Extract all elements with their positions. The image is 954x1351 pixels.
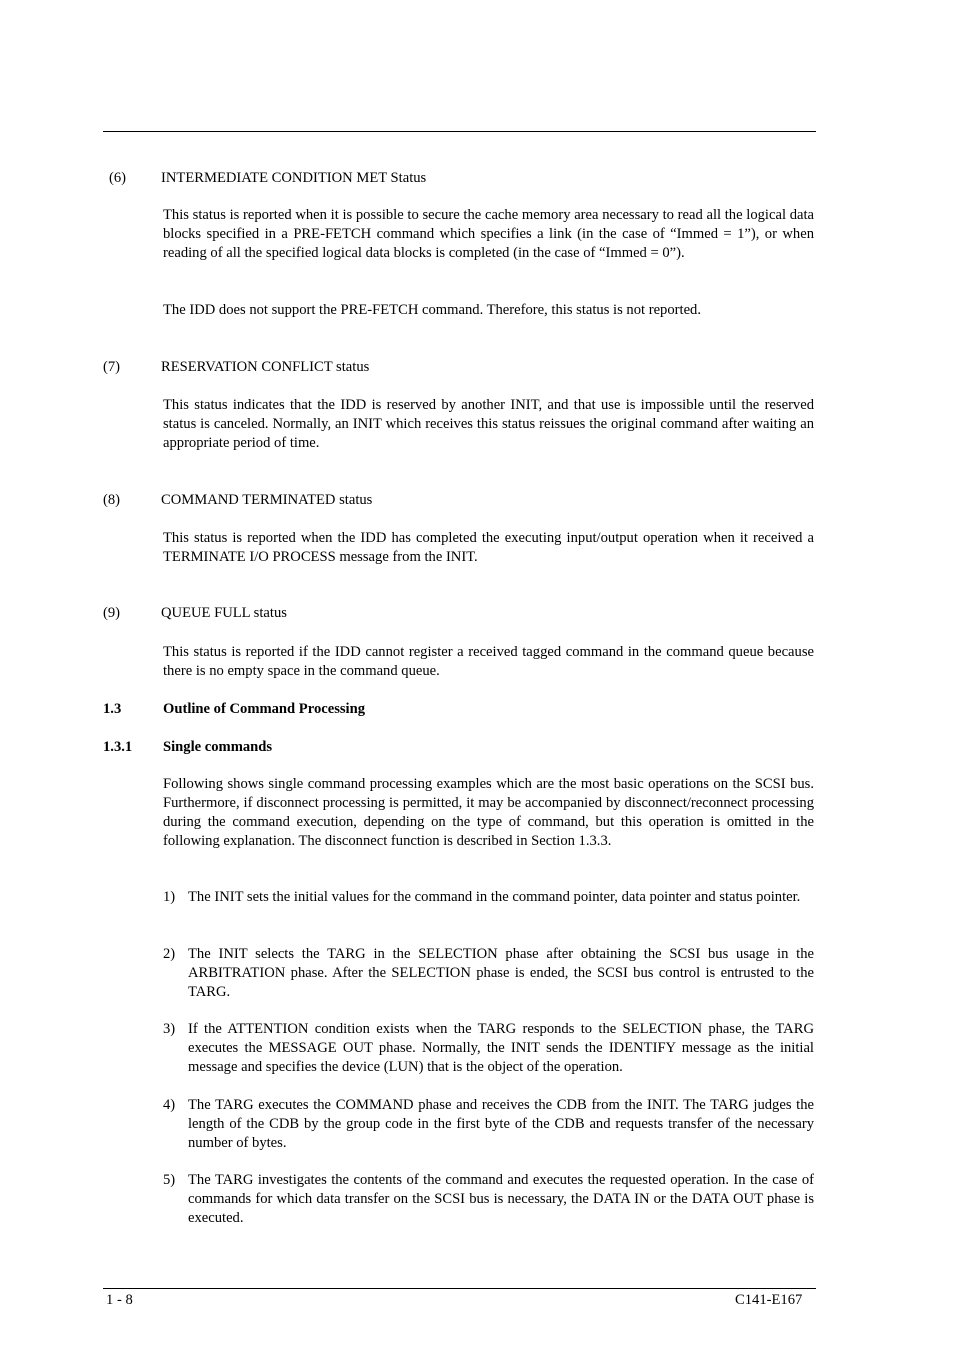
footer-rule <box>103 1288 816 1289</box>
section-title: Outline of Command Processing <box>163 701 366 717</box>
list-item-text: The INIT selects the TARG in the SELECTION phase after obtaining the SCSI bus usage in the ARBITRATION phase. After the SELECTION phase is ended, the SCSI bus control is entrusted to the TARG. <box>188 946 814 1000</box>
section-number: (6) <box>109 170 127 186</box>
section-9-paragraph-1: This status is reported if the IDD cannot register a received tagged command in the command queue because there is no empty space in the command queue. <box>163 644 814 679</box>
list-item-number: 5) <box>163 1172 176 1188</box>
section-title: QUEUE FULL status <box>161 605 287 621</box>
list-item-text: If the ATTENTION condition exists when the TARG responds to the SELECTION phase, the TARG executes the MESSAGE OUT phase. Normally, the INIT sends the IDENTIFY message as the initial message and specifies the device (LUN) that is the object of the operation. <box>188 1021 814 1075</box>
section-title: COMMAND TERMINATED status <box>161 492 373 508</box>
page-number: 1 - 8 <box>106 1292 133 1308</box>
list-item <box>163 1020 814 1077</box>
list-item-number: 3) <box>163 1021 176 1037</box>
list-item-text: The TARG executes the COMMAND phase and receives the CDB from the INIT. The TARG judges the length of the CDB by the group code in the first byte of the CDB and requests transfer of the necessary number of bytes. <box>188 1097 814 1151</box>
section-number: (7) <box>103 359 121 375</box>
list-item <box>163 1171 814 1228</box>
section-title: RESERVATION CONFLICT status <box>161 359 370 375</box>
list-item-text: The INIT sets the initial values for the command in the command pointer, data pointer and status pointer. <box>188 889 801 905</box>
list-item-number: 2) <box>163 946 176 962</box>
list-item-text: The TARG investigates the contents of the command and executes the requested operation. In the case of commands for which data transfer on the SCSI bus is necessary, the DATA IN or the DATA OUT phase is executed. <box>188 1172 814 1226</box>
section-number: (9) <box>103 605 121 621</box>
section-1-3-1-intro: Following shows single command processing examples which are the most basic operations on the SCSI bus. Furthermore, if disconnect processing is permitted, it may be accompanied by disconnect/reconnect processing during the command execution, depending on the type of command, but this operation is omitted in the following explanation. The disconnect function is described in Section 1.3.3. <box>163 776 814 849</box>
section-6-paragraph-2: The IDD does not support the PRE-FETCH command. Therefore, this status is not reported. <box>163 302 701 318</box>
list-item <box>163 888 814 907</box>
section-title: INTERMEDIATE CONDITION MET Status <box>161 170 427 186</box>
list-item-number: 1) <box>163 889 176 905</box>
list-item <box>163 1096 814 1153</box>
section-number: 1.3.1 <box>103 739 133 755</box>
section-8-paragraph-1: This status is reported when the IDD has completed the executing input/output operation when it received a TERMINATE I/O PROCESS message from the INIT. <box>163 530 814 565</box>
list-item-number: 4) <box>163 1097 176 1113</box>
header-rule <box>103 131 816 132</box>
section-7-paragraph-1: This status indicates that the IDD is reserved by another INIT, and that use is impossible until the reserved status is canceled. Normally, an INIT which receives this status reissues the original command after waiting an appropriate period of time. <box>163 397 814 451</box>
section-number: 1.3 <box>103 701 122 717</box>
section-title: Single commands <box>163 739 273 755</box>
list-item <box>163 945 814 1002</box>
section-number: (8) <box>103 492 121 508</box>
document-code: C141-E167 <box>735 1292 803 1308</box>
section-6-paragraph-1: This status is reported when it is possible to secure the cache memory area necessary to read all the logical data blocks specified in a PRE-FETCH command which specifies a link (in the case of “Immed = 1”), or when reading of all the specified logical data blocks is completed (in the case of “Immed = 0”). <box>163 207 814 261</box>
